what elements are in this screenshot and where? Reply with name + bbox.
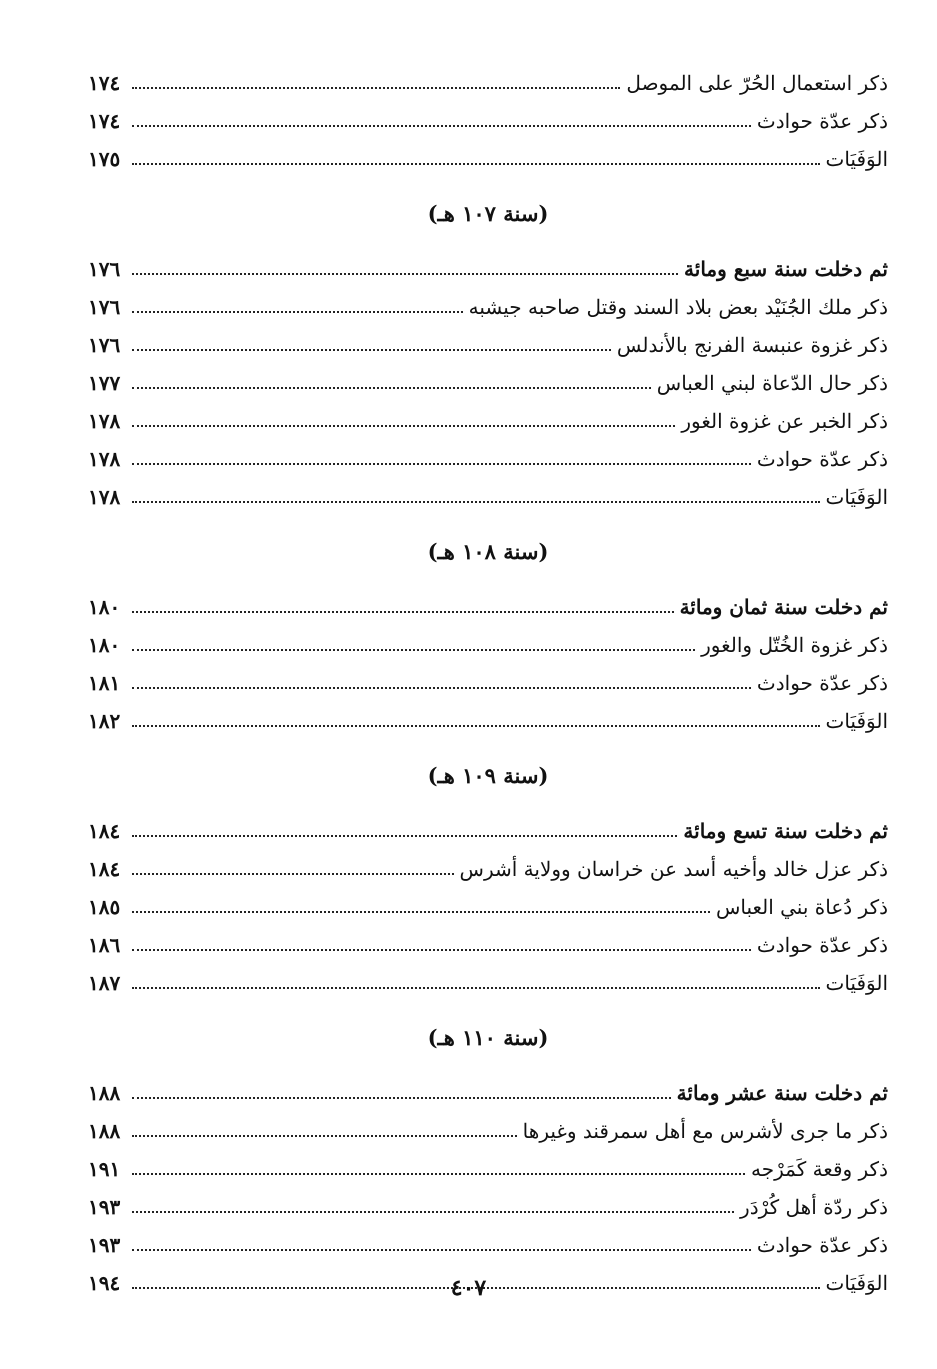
toc-entry xyxy=(88,402,888,440)
entry-page-number: ١٧٥ xyxy=(88,147,121,171)
entry-page-number: ١٩٤ xyxy=(88,1271,121,1295)
dot-leader xyxy=(132,463,751,465)
entry-title: ذكر ما جرى لأشرس مع أهل سمرقند وغيرها xyxy=(522,1119,888,1143)
entry-title: ثم دخلت سنة تسع ومائة xyxy=(683,819,888,843)
entry-title: ذكر حال الدّعاة لبني العباس xyxy=(656,371,888,395)
toc-entry xyxy=(88,888,888,926)
entry-page-number: ١٧٨ xyxy=(88,485,121,509)
toc-entry xyxy=(88,478,888,516)
dot-leader xyxy=(132,273,678,275)
toc-entry xyxy=(88,702,888,740)
entry-title: ذكر غزوة الخُتّل والغور xyxy=(701,633,888,657)
entry-page-number: ١٧٨ xyxy=(88,447,121,471)
entry-page-number: ١٨٢ xyxy=(88,709,121,733)
toc-entry xyxy=(88,140,888,178)
entry-title: ذكر دُعاة بني العباس xyxy=(715,895,888,919)
entry-title: ذكر ملك الجُنَيْد بعض بلاد السند وقتل صاحبه جيشبه xyxy=(468,295,888,319)
dot-leader xyxy=(132,125,751,127)
dot-leader xyxy=(132,1211,734,1213)
toc-entry xyxy=(88,288,888,326)
dot-leader xyxy=(132,1135,517,1137)
dot-leader xyxy=(132,425,675,427)
dot-leader xyxy=(132,611,674,613)
entry-title: ثم دخلت سنة عشر ومائة xyxy=(676,1081,888,1105)
entry-title: ذكر ردّة أهل كُرْدَر xyxy=(740,1195,888,1219)
entry-title: ثم دخلت سنة ثمان ومائة xyxy=(679,595,888,619)
toc-entry xyxy=(88,926,888,964)
entry-page-number: ١٨٥ xyxy=(88,895,121,919)
dot-leader xyxy=(132,649,695,651)
entry-page-number: ١٧٦ xyxy=(88,257,121,281)
table-of-contents xyxy=(88,64,888,1302)
toc-entry xyxy=(88,364,888,402)
dot-leader xyxy=(132,873,454,875)
entry-page-number: ١٨٤ xyxy=(88,819,121,843)
entry-page-number: ١٨٠ xyxy=(88,633,121,657)
toc-entry xyxy=(88,850,888,888)
dot-leader xyxy=(132,1249,751,1251)
toc-entry xyxy=(88,64,888,102)
toc-entry xyxy=(88,964,888,1002)
entry-title: ذكر عزل خالد وأخيه أسد عن خراسان وولاية أشرس xyxy=(459,857,888,881)
entry-page-number: ١٨٨ xyxy=(88,1119,121,1143)
year-heading: (سنة ١٠٨ هـ) xyxy=(427,539,549,564)
dot-leader xyxy=(132,835,677,837)
entry-title: ذكر غزوة عنبسة الفرنج بالأندلس xyxy=(616,333,888,357)
entry-page-number: ١٨٠ xyxy=(88,595,121,619)
entry-page-number: ١٧٦ xyxy=(88,295,121,319)
year-heading: (سنة ١٠٧ هـ) xyxy=(427,201,549,226)
toc-entry xyxy=(88,1150,888,1188)
toc-entry xyxy=(88,1226,888,1264)
entry-page-number: ١٧٤ xyxy=(88,109,121,133)
toc-year-entry xyxy=(88,588,888,626)
dot-leader xyxy=(132,87,620,89)
entry-title: الوَفَيَات xyxy=(825,147,888,171)
entry-page-number: ١٧٦ xyxy=(88,333,121,357)
entry-title: ذكر الخبر عن غزوة الغور xyxy=(681,409,888,433)
entry-title: ذكر عدّة حوادث xyxy=(756,933,888,957)
page-number: ٤٠٧ xyxy=(450,1275,487,1301)
toc-entry xyxy=(88,1112,888,1150)
entry-title: ذكر عدّة حوادث xyxy=(756,671,888,695)
entry-title: ذكر استعمال الحُرّ على الموصل xyxy=(626,71,888,95)
dot-leader xyxy=(132,387,651,389)
entry-page-number: ١٩٣ xyxy=(88,1233,121,1257)
dot-leader xyxy=(132,725,820,727)
entry-page-number: ١٧٧ xyxy=(88,371,121,395)
dot-leader xyxy=(132,987,820,989)
entry-title: ذكر عدّة حوادث xyxy=(756,1233,888,1257)
dot-leader xyxy=(132,949,751,951)
entry-page-number: ١٨١ xyxy=(88,671,121,695)
toc-entry xyxy=(88,1188,888,1226)
entry-page-number: ١٧٨ xyxy=(88,409,121,433)
entry-page-number: ١٩٣ xyxy=(88,1195,121,1219)
dot-leader xyxy=(132,311,463,313)
dot-leader xyxy=(132,1097,671,1099)
dot-leader xyxy=(132,501,820,503)
entry-page-number: ١٨٦ xyxy=(88,933,121,957)
toc-year-entry xyxy=(88,1074,888,1112)
entry-title: الوَفَيَات xyxy=(825,709,888,733)
entry-title: الوَفَيَات xyxy=(825,1271,888,1295)
toc-entry xyxy=(88,440,888,478)
toc-entry xyxy=(88,326,888,364)
dot-leader xyxy=(132,1173,745,1175)
toc-entry xyxy=(88,626,888,664)
year-heading: (سنة ١٠٩ هـ) xyxy=(427,763,549,788)
entry-title: ذكر وقعة كَمَرْجه xyxy=(751,1157,888,1181)
entry-title: ذكر عدّة حوادث xyxy=(756,447,888,471)
dot-leader xyxy=(132,911,710,913)
toc-entry xyxy=(88,102,888,140)
toc-year-entry xyxy=(88,812,888,850)
entry-title: الوَفَيَات xyxy=(825,485,888,509)
toc-entry xyxy=(88,664,888,702)
year-heading: (سنة ١١٠ هـ) xyxy=(427,1025,549,1050)
entry-page-number: ١٧٤ xyxy=(88,71,121,95)
toc-year-entry xyxy=(88,250,888,288)
entry-title: الوَفَيَات xyxy=(825,971,888,995)
dot-leader xyxy=(132,349,611,351)
entry-page-number: ١٨٨ xyxy=(88,1081,121,1105)
dot-leader xyxy=(132,687,751,689)
entry-title: ذكر عدّة حوادث xyxy=(756,109,888,133)
entry-page-number: ١٨٧ xyxy=(88,971,121,995)
entry-title: ثم دخلت سنة سبع ومائة xyxy=(684,257,888,281)
dot-leader xyxy=(132,163,820,165)
entry-page-number: ١٩١ xyxy=(88,1157,121,1181)
entry-page-number: ١٨٤ xyxy=(88,857,121,881)
